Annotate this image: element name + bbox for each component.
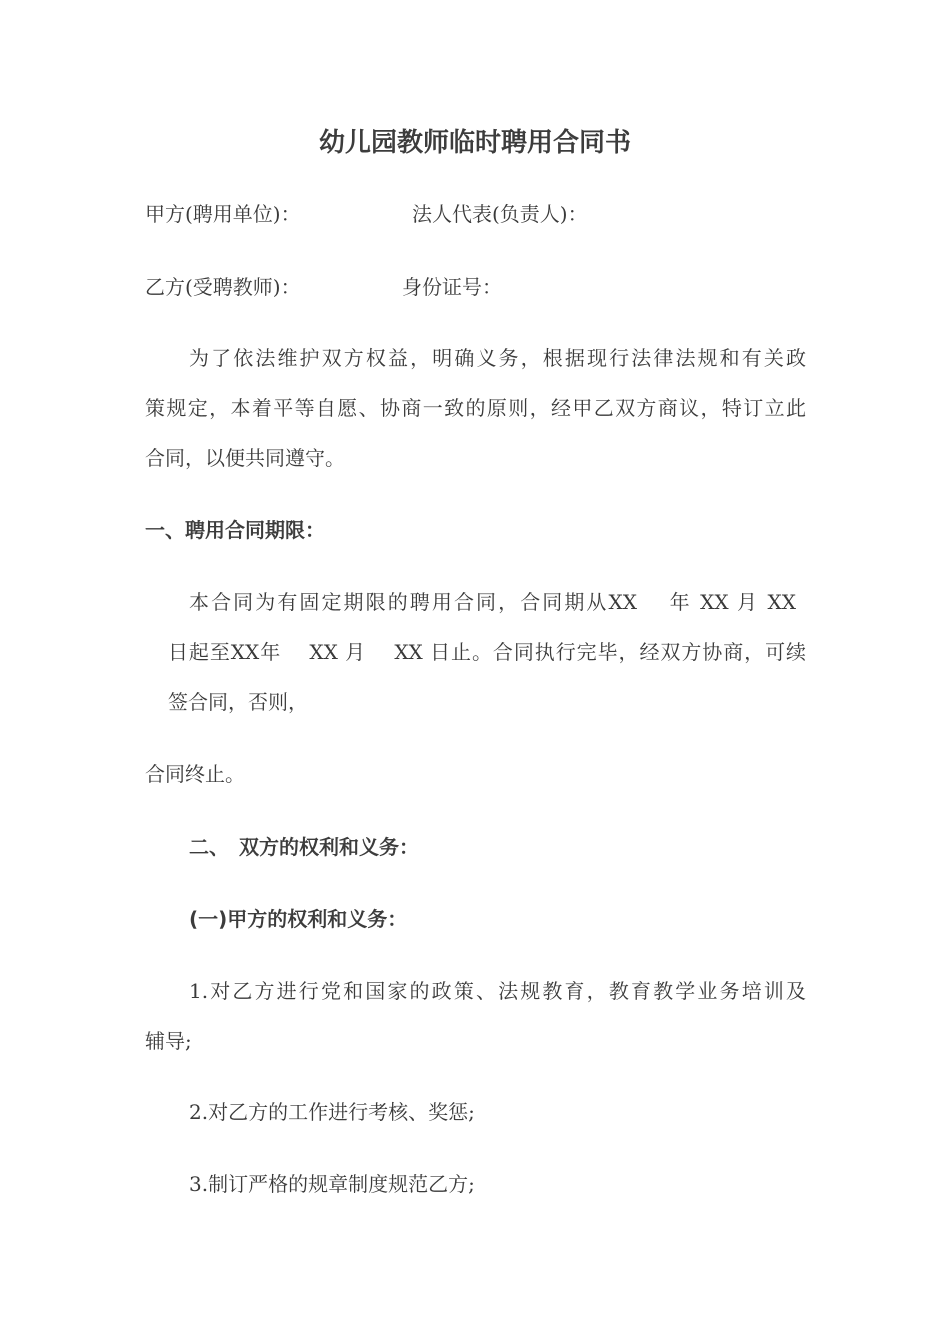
term-paragraph-line: 本合同为有固定期限的聘用合同，合同期从XX 年 XX 月 XX: [189, 590, 796, 614]
intro-paragraph-line: 为了依法维护双方权益，明确义务，根据现行法律法规和有关政: [189, 346, 806, 370]
list-item: 3.制订严格的规章制度规范乙方;: [189, 1172, 475, 1196]
term-paragraph-line: 合同终止。: [145, 762, 245, 786]
party-b-label: 乙方(受聘教师)：: [145, 275, 301, 299]
document-title: 幼儿园教师临时聘用合同书: [318, 128, 631, 158]
intro-paragraph-line: 合同，以便共同遵守。: [145, 446, 345, 470]
subsection-heading-party-a: (一)甲方的权利和义务：: [189, 907, 408, 931]
term-paragraph-line: 日起至XX年 XX 月 XX 日止。合同执行完毕，经双方协商，可续: [168, 640, 806, 664]
list-item: 2.对乙方的工作进行考核、奖惩;: [189, 1100, 475, 1124]
section-heading-rights: 二、 双方的权利和义务：: [189, 835, 419, 859]
party-b-id-label: 身份证号：: [402, 275, 502, 299]
term-paragraph-line: 签合同，否则，: [168, 690, 308, 714]
list-item-continuation: 辅导;: [145, 1029, 192, 1053]
party-a-label: 甲方(聘用单位)：: [145, 202, 301, 226]
list-item: 1.对乙方进行党和国家的政策、法规教育，教育教学业务培训及: [189, 979, 806, 1003]
intro-paragraph-line: 策规定，本着平等自愿、协商一致的原则，经甲乙双方商议，特订立此: [145, 396, 806, 420]
section-heading-term: 一、聘用合同期限：: [145, 518, 325, 542]
party-a-rep-label: 法人代表(负责人)：: [412, 202, 588, 226]
